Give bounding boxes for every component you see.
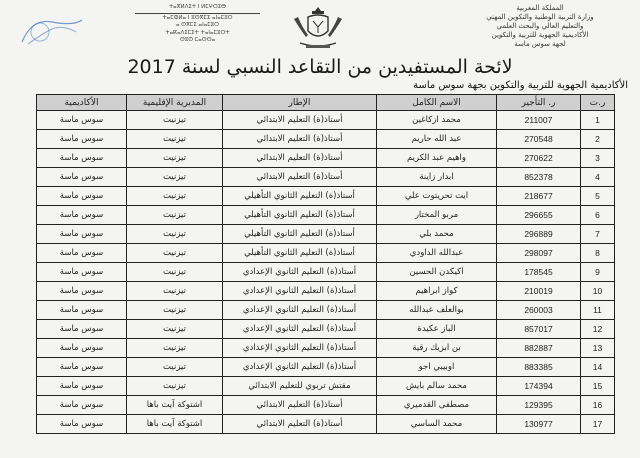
table-cell-name: ابدار زاينة (377, 168, 497, 187)
table-cell-dir: تيزنيت (127, 149, 223, 168)
table-cell-acad: سوس ماسة (37, 415, 127, 434)
letterhead-line: المملكة المغربية (516, 4, 564, 12)
table-cell-acad: سوس ماسة (37, 282, 127, 301)
table-cell-dir: تيزنيت (127, 339, 223, 358)
letterhead-line: ⴰ ⵙⴳⵎⵉ ⴰⵏⴰⵎⵓⵔ (175, 22, 220, 28)
table-cell-reg: 852378 (497, 168, 581, 187)
table-cell-reg: 883385 (497, 358, 581, 377)
column-header: ر. التأجير (497, 95, 581, 111)
table-cell-cadre: مفتش تربوي للتعليم الابتدائي (223, 377, 377, 396)
table-cell-reg: 296889 (497, 225, 581, 244)
table-cell-reg: 129395 (497, 396, 581, 415)
table-cell-reg: 298097 (497, 244, 581, 263)
table-cell-n: 5 (581, 187, 615, 206)
table-row (37, 206, 615, 225)
table-cell-acad: سوس ماسة (37, 396, 127, 415)
table-cell-name: بوالعلف عبدالله (377, 301, 497, 320)
table-row (37, 168, 615, 187)
table-cell-name: مربو المختار (377, 206, 497, 225)
table-cell-cadre: أستاذ(ة) التعليم الثانوي الإعدادي (223, 301, 377, 320)
table-cell-reg: 260003 (497, 301, 581, 320)
letterhead-arabic (450, 4, 630, 49)
table-cell-n: 2 (581, 130, 615, 149)
table-cell-acad: سوس ماسة (37, 339, 127, 358)
table-cell-name: واهيم عبد الكريم (377, 149, 497, 168)
table-cell-cadre: أستاذ(ة) التعليم الابتدائي (223, 111, 377, 130)
table-row (37, 339, 615, 358)
table-cell-cadre: أستاذ(ة) التعليم الثانوي الإعدادي (223, 263, 377, 282)
table-cell-cadre: أستاذ(ة) التعليم الثانوي التأهيلي (223, 206, 377, 225)
letterhead-line: ⵜⴰⵎⵀⵍⴰ ⵏ ⵓⵙⴳⵎⵉ ⴰⵏⴰⵎⵓⵔ (162, 14, 233, 21)
table-cell-n: 17 (581, 415, 615, 434)
table-cell-acad: سوس ماسة (37, 377, 127, 396)
table-cell-cadre: أستاذ(ة) التعليم الثانوي الإعدادي (223, 282, 377, 301)
table-cell-cadre: أستاذ(ة) التعليم الثانوي الإعدادي (223, 320, 377, 339)
table-cell-reg: 130977 (497, 415, 581, 434)
beneficiaries-table (36, 94, 615, 434)
table-cell-acad: سوس ماسة (37, 244, 127, 263)
table-row (37, 225, 615, 244)
letterhead-line: والتعليم العالي والبحث العلمي (496, 22, 584, 30)
table-cell-dir: تيزنيت (127, 320, 223, 339)
table-cell-name: محمد الساسي (377, 415, 497, 434)
letterhead (0, 0, 640, 52)
table-cell-dir: تيزنيت (127, 377, 223, 396)
table-cell-n: 11 (581, 301, 615, 320)
letterhead-line: وزارة التربية الوطنية والتكوين المهني (486, 13, 594, 21)
table-cell-name: مصطفى القدميري (377, 396, 497, 415)
table-cell-acad: سوس ماسة (37, 301, 127, 320)
table-row (37, 263, 615, 282)
table-cell-acad: سوس ماسة (37, 263, 127, 282)
table-cell-cadre: أستاذ(ة) التعليم الثانوي التأهيلي (223, 225, 377, 244)
table-row (37, 111, 615, 130)
letterhead-line: ⵜⴰⴽⴰⴷⵉⵎⵉⵜ ⵜⴰⵏⴰⵎⵓⵔⵜ (165, 29, 230, 36)
table-row (37, 301, 615, 320)
table-cell-reg: 211007 (497, 111, 581, 130)
table-cell-dir: تيزنيت (127, 244, 223, 263)
table-cell-n: 1 (581, 111, 615, 130)
table-cell-cadre: أستاذ(ة) التعليم الابتدائي (223, 396, 377, 415)
table-cell-reg: 210019 (497, 282, 581, 301)
table-cell-acad: سوس ماسة (37, 320, 127, 339)
table-cell-acad: سوس ماسة (37, 149, 127, 168)
table-cell-cadre: أستاذ(ة) التعليم الابتدائي (223, 415, 377, 434)
table-cell-n: 3 (581, 149, 615, 168)
table-row (37, 415, 615, 434)
table-cell-reg: 270548 (497, 130, 581, 149)
table-row (37, 396, 615, 415)
table-cell-dir: اشتوكة آيت باها (127, 396, 223, 415)
table-cell-name: عبد الله حاريم (377, 130, 497, 149)
table-cell-n: 9 (581, 263, 615, 282)
table-cell-dir: تيزنيت (127, 206, 223, 225)
table-cell-name: كواز ابراهيم (377, 282, 497, 301)
letterhead-line: ⵙⵓⵙ ⵎⴰⵙⵙⴰ (179, 37, 216, 43)
column-header: الاسم الكامل (377, 95, 497, 111)
table-row (37, 377, 615, 396)
letterhead-amazigh (115, 4, 280, 45)
table-cell-dir: تيزنيت (127, 282, 223, 301)
table-cell-name: الباز عكيدة (377, 320, 497, 339)
table-cell-cadre: أستاذ(ة) التعليم الابتدائي (223, 149, 377, 168)
table-row (37, 149, 615, 168)
column-header: المديرية الإقليمية (127, 95, 223, 111)
table-cell-dir: اشتوكة آيت باها (127, 415, 223, 434)
table-cell-n: 4 (581, 168, 615, 187)
table-cell-n: 13 (581, 339, 615, 358)
table-cell-name: محمد ازكاغين (377, 111, 497, 130)
table-cell-n: 7 (581, 225, 615, 244)
table-cell-acad: سوس ماسة (37, 168, 127, 187)
table-cell-name: محمد سالم بايش (377, 377, 497, 396)
table-cell-n: 6 (581, 206, 615, 225)
letterhead-line: الأكاديمية الجهوية للتربية والتكوين (491, 31, 589, 39)
table-cell-cadre: أستاذ(ة) التعليم الابتدائي (223, 168, 377, 187)
table-cell-cadre: أستاذ(ة) التعليم الثانوي الإعدادي (223, 339, 377, 358)
table-row (37, 358, 615, 377)
table-cell-name: بن ابزيك رقية (377, 339, 497, 358)
table-cell-acad: سوس ماسة (37, 130, 127, 149)
stamp-icon (18, 14, 86, 48)
table-cell-dir: تيزنيت (127, 225, 223, 244)
table-cell-acad: سوس ماسة (37, 111, 127, 130)
table-cell-acad: سوس ماسة (37, 187, 127, 206)
table-cell-acad: سوس ماسة (37, 206, 127, 225)
table-cell-dir: تيزنيت (127, 263, 223, 282)
table-cell-name: محمد بلي (377, 225, 497, 244)
table-cell-n: 15 (581, 377, 615, 396)
letterhead-line: لجهة سوس ماسة (514, 40, 566, 48)
column-header: ر.ت (581, 95, 615, 111)
table-cell-acad: سوس ماسة (37, 358, 127, 377)
table-cell-name: اكيكدن الحسين (377, 263, 497, 282)
table-row (37, 244, 615, 263)
table-cell-n: 8 (581, 244, 615, 263)
table-row (37, 130, 615, 149)
table-cell-dir: تيزنيت (127, 130, 223, 149)
column-header: الأكاديمية (37, 95, 127, 111)
table-cell-name: ايت تحريتوت علي (377, 187, 497, 206)
document-title: لائحة المستفيدين من التقاعد النسبي لسنة 2017 (127, 56, 513, 78)
table-cell-cadre: أستاذ(ة) التعليم الابتدائي (223, 130, 377, 149)
table-cell-acad: سوس ماسة (37, 225, 127, 244)
table-cell-dir: تيزنيت (127, 111, 223, 130)
table-cell-name: اوبيبي اجو (377, 358, 497, 377)
table-cell-dir: تيزنيت (127, 168, 223, 187)
table-header-row (37, 95, 615, 111)
table-row (37, 187, 615, 206)
table-cell-dir: تيزنيت (127, 187, 223, 206)
table-cell-name: عبدالله الداودي (377, 244, 497, 263)
table-cell-n: 14 (581, 358, 615, 377)
table-cell-dir: تيزنيت (127, 301, 223, 320)
table-cell-reg: 270622 (497, 149, 581, 168)
table-row (37, 282, 615, 301)
table-cell-reg: 218677 (497, 187, 581, 206)
table-cell-reg: 178545 (497, 263, 581, 282)
table-row (37, 320, 615, 339)
table-cell-cadre: أستاذ(ة) التعليم الثانوي الإعدادي (223, 358, 377, 377)
table-cell-cadre: أستاذ(ة) التعليم الثانوي التأهيلي (223, 244, 377, 263)
table-cell-n: 10 (581, 282, 615, 301)
table-cell-cadre: أستاذ(ة) التعليم الثانوي التأهيلي (223, 187, 377, 206)
table-cell-n: 16 (581, 396, 615, 415)
table-cell-reg: 882887 (497, 339, 581, 358)
column-header: الإطار (223, 95, 377, 111)
table-cell-reg: 174394 (497, 377, 581, 396)
royal-emblem-icon (286, 3, 350, 51)
table-cell-reg: 857017 (497, 320, 581, 339)
document-subtitle: الأكاديمية الجهوية للتربية والتكوين بجهة سوس ماسة (413, 80, 628, 91)
table-cell-reg: 296655 (497, 206, 581, 225)
table-cell-n: 12 (581, 320, 615, 339)
table-cell-dir: تيزنيت (127, 358, 223, 377)
letterhead-line: ⵜⴰⴳⵍⴷⵉⵜ ⵏ ⵍⵎⵖⵔⵉⴱ (168, 4, 227, 10)
